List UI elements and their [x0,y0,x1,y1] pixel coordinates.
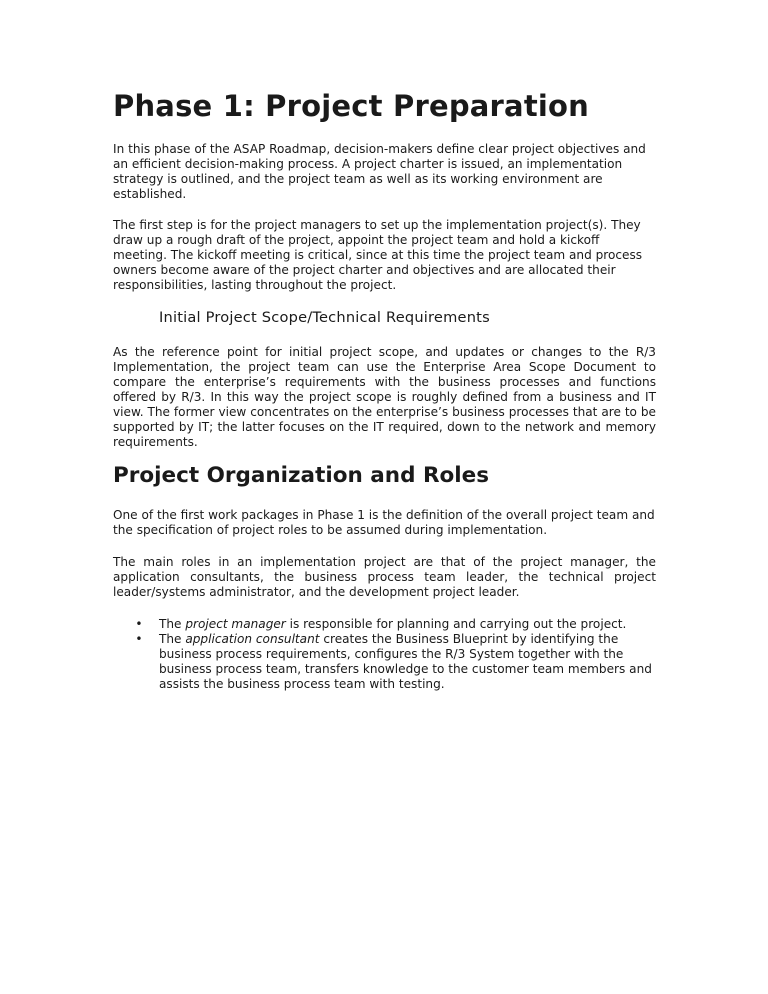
list-item-text-end: is responsible for planning and carrying out the project. [285,617,627,631]
main-roles-paragraph: The main roles in an implementation project are that of the project manager, the application consultants, the business process team leader, the technical project leader/systems administrator, and the development project leader. [113,555,656,599]
list-item [113,632,656,692]
role-name-application-consultant: application consultant [185,632,320,646]
bullet-icon: • [135,632,143,646]
scope-paragraph: As the reference point for initial project scope, and updates or changes to the R/3 Implementation, the project team can use the Enterprise Area Scope Document to compare the enterprise’s requirements with the business processes and functions offered by R/3. In this way the project scope is roughly defined from a business and IT view. The former view concentrates on the enterprise’s business processes that are to be supported by IT; the latter focuses on the IT required, down to the network and memory requirements. [113,345,656,449]
list-item [113,617,656,632]
list-item-text-end: creates the Business Blueprint by identifying the business process requirements, configures the R/3 System together with the business process team, transfers knowledge to the customer team members and assists the business process team with testing. [159,632,652,691]
intro-paragraph: In this phase of the ASAP Roadmap, decision-makers define clear project objectives and an efficient decision-making process. A project charter is issued, an implementation strategy is outlined, and the project team as well as its working environment are established. [113,142,646,201]
first-step-paragraph: The first step is for the project managers to set up the implementation project(s). They draw up a rough draft of the project, appoint the project team and hold a kickoff meeting. The kickoff meeting is critical, since at this time the project team and process owners become aware of the project charter and objectives and are allocated their responsibilities, lasting throughout the project. [113,218,643,292]
list-item-text-start: The [159,632,186,646]
list-item-text-start: The [159,617,186,631]
section-heading-organization: Project Organization and Roles [113,463,490,488]
work-packages-paragraph: One of the first work packages in Phase 1 is the definition of the overall project team and the specification of project roles to be assumed during implementation. [113,508,655,537]
page-title: Phase 1: Project Preparation [113,89,590,123]
scope-subheading: Initial Project Scope/Technical Requirements [159,309,490,326]
bullet-icon: • [135,617,143,631]
role-name-project-manager: project manager [185,617,286,631]
roles-list [113,617,656,692]
